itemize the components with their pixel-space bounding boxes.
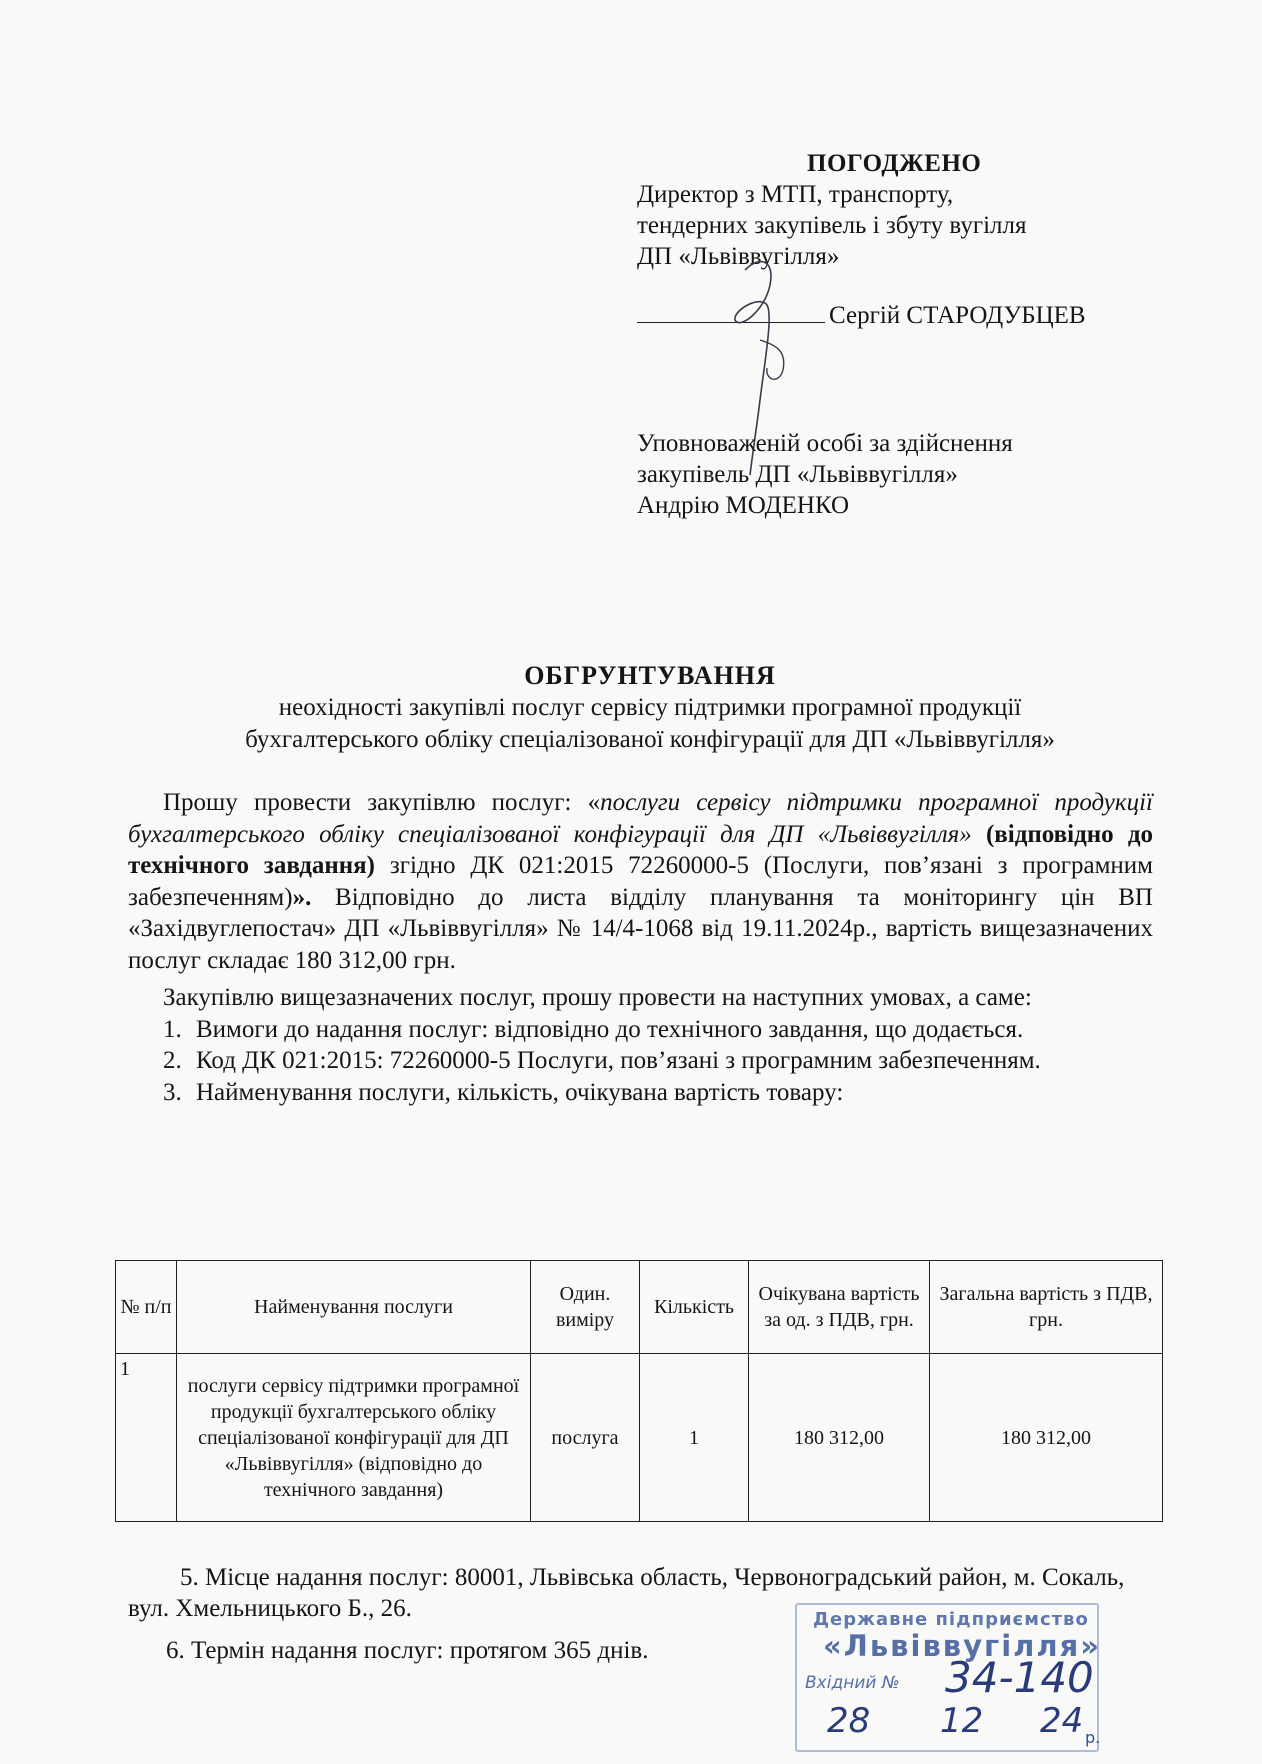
document-subtitle-line-2: бухгалтерського обліку спеціалізованої конфігурації для ДП «Львіввугілля» <box>245 726 1055 753</box>
cell-service-name: послуги сервісу підтримки програмної продукції бухгалтерського обліку спеціалізованої конфігурації для ДП «Львіввугілля» (відповідно до технічного завдання) <box>177 1354 531 1522</box>
conditions-list <box>128 1014 1153 1109</box>
cell-number: 1 <box>116 1354 177 1522</box>
table-header-row <box>116 1261 1163 1354</box>
approval-position-line-2: тендерних закупівель і збуту вугілля <box>637 212 1027 239</box>
col-header-service-name: Найменування послуги <box>177 1261 531 1354</box>
request-lead: Прошу провести закупівлю послуг: « <box>163 789 601 816</box>
col-header-unit: Один. виміру <box>531 1261 640 1354</box>
document-subtitle-line-1: неохідності закупівлі послуг сервісу підтримки програмної продукції <box>278 694 1022 721</box>
cell-total: 180 312,00 <box>930 1354 1163 1522</box>
stamp-incoming-number: 34-140 <box>945 1653 1094 1702</box>
cell-quantity: 1 <box>640 1354 749 1522</box>
document-title: ОБГРУНТУВАННЯ <box>524 661 776 690</box>
addressee-line-2: закупівель ДП «Львіввугілля» <box>637 461 958 488</box>
request-close-quote: ». <box>292 883 312 911</box>
condition-number: 3. <box>163 1078 182 1106</box>
col-header-number: № п/п <box>116 1261 177 1354</box>
request-service-name: послуги сервісу підтримки програмної продукції бухгалтерського обліку спеціалізованої конфігурації для ДП «Львіввугілля» <box>128 789 1153 848</box>
cell-unit-price: 180 312,00 <box>749 1354 930 1522</box>
condition-text: Найменування послуги, кількість, очікувана вартість товару: <box>196 1078 844 1106</box>
stamp-incoming-label: Вхідний № <box>805 1673 900 1693</box>
service-term: 6. Термін надання послуг: протягом 365 днів. <box>166 1637 649 1664</box>
document-body <box>128 787 1153 1108</box>
approval-signer-name: Сергій СТАРОДУБЦЕВ <box>829 302 1086 329</box>
condition-number: 1. <box>163 1015 182 1043</box>
incoming-registration-stamp <box>795 1603 1105 1753</box>
document-heading <box>130 660 1170 756</box>
condition-text: Код ДК 021:2015: 72260000-5 Послуги, пов’язані з програмним забезпеченням. <box>196 1047 1041 1074</box>
col-header-unit-price: Очікувана вартість за од. з ПДВ, грн. <box>749 1261 930 1354</box>
stamp-day: 28 <box>827 1701 871 1741</box>
condition-item <box>128 1077 1153 1109</box>
condition-number: 2. <box>163 1047 182 1074</box>
stamp-year-suffix: р. <box>1085 1728 1101 1747</box>
approval-title: ПОГОДЖЕНО <box>807 150 982 177</box>
approval-position-line-1: Директор з МТП, транспорту, <box>637 181 954 208</box>
stamp-org-type: Державне підприємство <box>813 1609 1089 1630</box>
condition-item <box>128 1014 1153 1046</box>
stamp-org-name: «Львіввугілля» <box>823 1629 1101 1663</box>
stamp-year: 24 <box>1040 1701 1084 1741</box>
service-location-text: 5. Місце надання послуг: 80001, Львівська область, Червоноградський район, м. Сокаль, вул. Хмельницького Б., 26. <box>128 1564 1125 1622</box>
stamp-month: 12 <box>940 1701 984 1741</box>
conditions-intro: Закупівлю вищезазначених послуг, прошу провести на наступних умовах, а саме: <box>163 984 1032 1011</box>
request-technical-task: (відповідно до технічного завдання) <box>128 820 1153 879</box>
col-header-total: Загальна вартість з ПДВ, грн. <box>930 1261 1163 1354</box>
table-row <box>116 1354 1163 1522</box>
addressee-line-3: Андрію МОДЕНКО <box>637 492 850 519</box>
request-cost-statement: Відповідно до листа відділу планування та моніторингу цін ВП «Західвуглепостач» ДП «Львіввугілля» № 14/4-1068 від 19.11.2024р., вартість вищезазначених послуг складає 180 312,00 грн. <box>128 883 1153 974</box>
condition-item <box>128 1045 1153 1077</box>
col-header-quantity: Кількість <box>640 1261 749 1354</box>
cell-unit: послуга <box>531 1354 640 1522</box>
condition-text: Вимоги до надання послуг: відповідно до технічного завдання, що додається. <box>196 1015 1024 1043</box>
addressee-block <box>637 428 1197 521</box>
request-paragraph <box>128 787 1153 976</box>
services-table <box>115 1260 1163 1522</box>
approval-position-line-3: ДП «Львіввугілля» <box>637 243 840 270</box>
addressee-line-1: Уповноваженій особі за здійснення <box>637 430 1013 457</box>
request-dk-code: згідно ДК 021:2015 72260000-5 (Послуги, пов’язані з програмним забезпеченням) <box>128 852 1153 911</box>
